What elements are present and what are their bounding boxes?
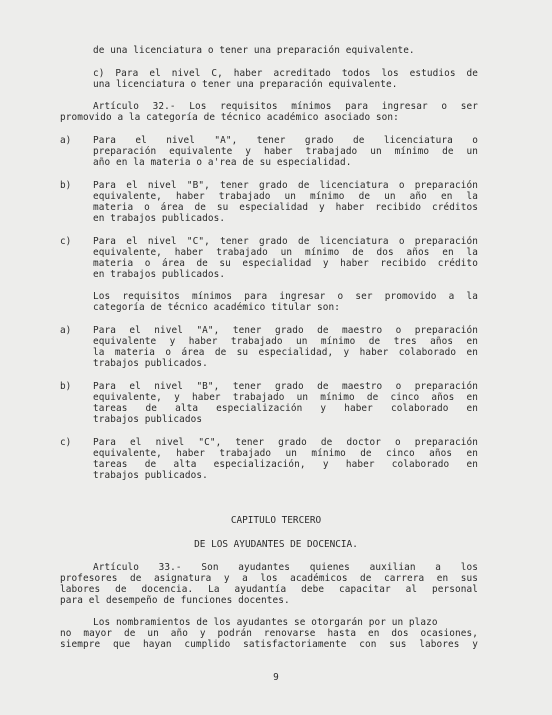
text-line: materia o área de su especialidad y haber recibido créditos [93,202,478,213]
text-line: Para el nivel "C", tener grado de licenciatura o preparación [93,236,478,247]
text-line: materia o área de su especialidad y haber recibido crédito [93,258,478,269]
text-line: Para el nivel "A", tener grado de licenciatura o [93,135,478,146]
text-line: siempre que hayan cumplido satisfactoriamente con sus labores y [60,639,478,650]
text-line: para el desempeño de funciones docentes. [60,595,290,606]
text-line: Para el nivel "C", tener grado de doctor o preparación [93,437,478,448]
text-line: equivalente, haber trabajado un mínimo de un año en la [93,191,478,202]
chapter-subtitle: DE LOS AYUDANTES DE DOCENCIA. [194,539,358,550]
article-33-heading-line: Artículo 33.- Son ayudantes quienes auxilian a los [93,562,478,573]
text-line: Para el nivel "B", tener grado de maestro o preparación [93,381,478,392]
text-line: profesores de asignatura y a los académicos de carrera en sus [60,573,478,584]
text-line: en trabajos publicados. [93,269,226,280]
text-line: tareas de alta especialización y haber colaborado en [93,403,478,414]
text-line: trabajos publicados. [93,470,208,481]
text-line: Para el nivel "A", tener grado de maestro o preparación [93,325,478,336]
text-line: trabajos publicados. [93,358,208,369]
text-line: equivalente, haber trabajado un mínimo de cinco años en [93,448,478,459]
item-mark: a) [60,135,72,146]
item-mark: c) [60,437,72,448]
text-line: equivalente, y haber trabajado un mínimo de cinco años en [93,392,478,403]
text-line: Para el nivel "B", tener grado de licenciatura o preparación [93,180,478,191]
article-32-heading-line: Artículo 32.- Los requisitos mínimos para ingresar o ser [93,101,478,112]
text-line: una licenciatura o tener una preparación equivalente. [93,79,398,90]
text-line: Los nombramientos de los ayudantes se otorgarán por un plazo [93,617,438,628]
text-line: c) Para el nivel C, haber acreditado todos los estudios de [93,68,478,79]
text-line: tareas de alta especialización, y haber colaborado en [93,459,478,470]
text-line: equivalente y haber trabajado un mínimo de tres años en [93,336,478,347]
page-number: 9 [273,672,279,683]
text-line: Los requisitos mínimos para ingresar o ser promovido a la [93,291,478,302]
text-line: categoría de técnico académico titular son: [93,302,341,313]
text-line: año en la materia o a'rea de su especialidad. [93,157,352,168]
text-line: de una licenciatura o tener una preparación equivalente. [93,45,415,56]
text-line: la materia o área de su especialidad, y haber colaborado en [93,347,478,358]
item-mark: b) [60,180,72,191]
text-line: equivalente, haber trabajado un mínimo de dos años en la [93,247,478,258]
text-line: no mayor de un año y podrán renovarse hasta en dos ocasiones, [60,628,478,639]
item-mark: b) [60,381,72,392]
chapter-title: CAPITULO TERCERO [230,515,322,526]
text-line: en trabajos publicados. [93,213,226,224]
text-line: promovido a la categoría de técnico académico asociado son: [60,112,399,123]
text-line: labores de docencia. La ayudantía debe capacitar al personal [60,584,478,595]
text-line: trabajos publicados [93,414,203,425]
item-mark: c) [60,236,72,247]
text-line: preparación equivalente y haber trabajado un mínimo de un [93,146,478,157]
item-mark: a) [60,325,72,336]
